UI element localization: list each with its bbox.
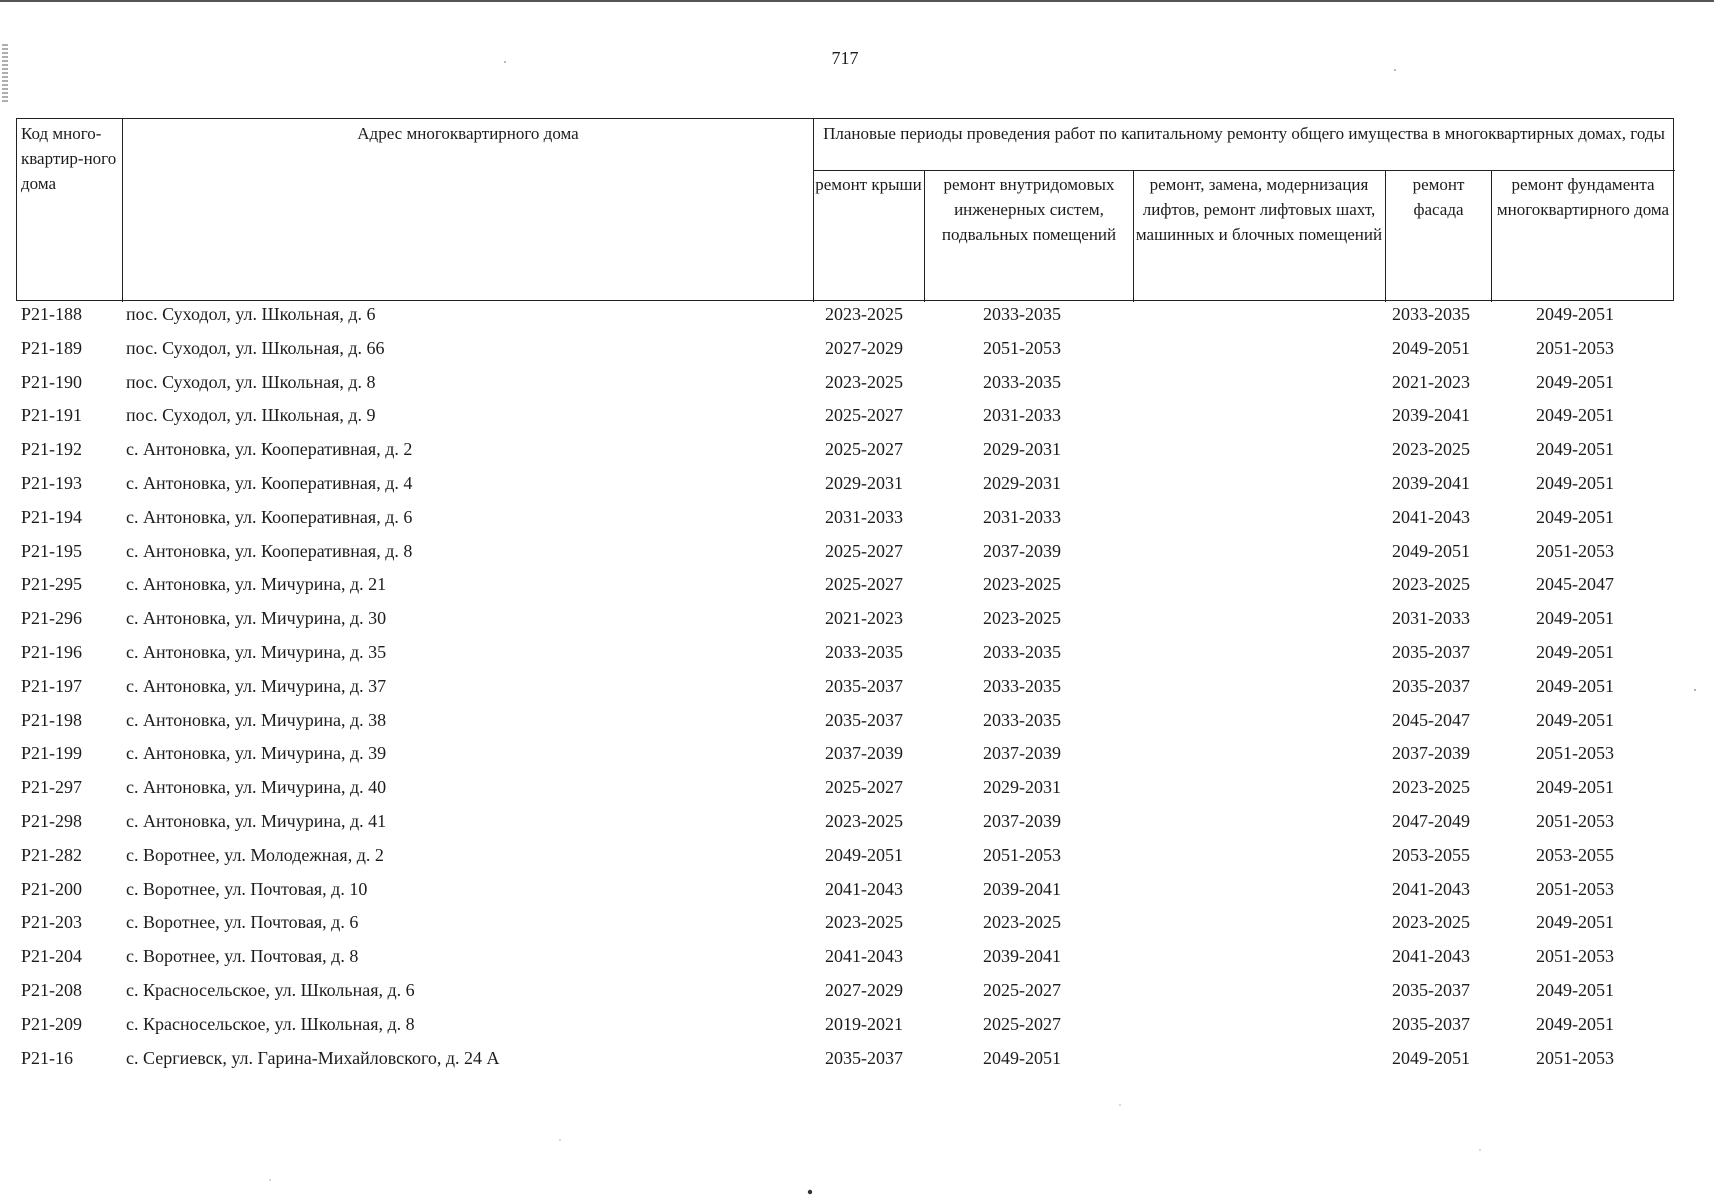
row-systems: 2033-2035 bbox=[983, 304, 1061, 324]
header-divider bbox=[813, 170, 1675, 171]
row-roof: 2025-2027 bbox=[825, 540, 903, 561]
row-systems: 2033-2035 bbox=[983, 642, 1061, 662]
row-address: с. Антоновка, ул. Мичурина, д. 38 bbox=[126, 709, 387, 730]
row-facade: 2035-2037 bbox=[1392, 675, 1470, 696]
row-foundation: 2049-2051 bbox=[1536, 642, 1614, 662]
row-roof: 2021-2023 bbox=[825, 608, 903, 629]
row-systems: 2033-2035 bbox=[983, 675, 1061, 696]
row-facade: 2049-2051 bbox=[1392, 337, 1470, 358]
row-systems: 2025-2027 bbox=[983, 1013, 1061, 1034]
row-foundation: 2049-2051 bbox=[1536, 405, 1614, 426]
row-foundation: 2049-2051 bbox=[1536, 304, 1614, 324]
row-address: с. Воротнее, ул. Почтовая, д. 10 bbox=[126, 878, 368, 899]
row-code: P21-196 bbox=[21, 642, 83, 662]
row-address: с. Антоновка, ул. Мичурина, д. 37 bbox=[126, 675, 387, 696]
row-code: P21-203 bbox=[21, 912, 83, 933]
row-address: с. Красносельское, ул. Школьная, д. 8 bbox=[126, 1013, 415, 1034]
header-divider bbox=[1133, 170, 1134, 302]
row-address: с. Антоновка, ул. Мичурина, д. 39 bbox=[126, 743, 387, 764]
row-foundation: 2049-2051 bbox=[1536, 608, 1614, 629]
row-code: P21-298 bbox=[21, 811, 83, 831]
row-code: P21-209 bbox=[21, 1013, 83, 1034]
table-row bbox=[0, 872, 1714, 906]
row-systems: 2037-2039 bbox=[983, 540, 1061, 561]
row-systems: 2039-2041 bbox=[983, 946, 1061, 967]
row-address: с. Воротнее, ул. Молодежная, д. 2 bbox=[126, 844, 384, 865]
row-systems: 2031-2033 bbox=[983, 506, 1061, 527]
row-facade: 2049-2051 bbox=[1392, 540, 1470, 561]
row-foundation: 2049-2051 bbox=[1536, 980, 1614, 1000]
table-row bbox=[0, 432, 1714, 466]
row-foundation: 2051-2053 bbox=[1536, 946, 1614, 967]
row-address: с. Антоновка, ул. Мичурина, д. 35 bbox=[126, 642, 387, 662]
row-code: P21-197 bbox=[21, 675, 83, 696]
row-facade: 2047-2049 bbox=[1392, 811, 1470, 831]
row-roof: 2037-2039 bbox=[825, 743, 903, 764]
row-systems: 2033-2035 bbox=[983, 709, 1061, 730]
row-roof: 2029-2031 bbox=[825, 473, 903, 493]
table-row bbox=[0, 736, 1714, 770]
row-foundation: 2053-2055 bbox=[1536, 844, 1614, 865]
row-roof: 2019-2021 bbox=[825, 1013, 903, 1034]
row-address: с. Антоновка, ул. Кооперативная, д. 6 bbox=[126, 506, 413, 527]
row-facade: 2035-2037 bbox=[1392, 1013, 1470, 1034]
page-number: 717 bbox=[831, 48, 859, 68]
row-foundation: 2051-2053 bbox=[1536, 743, 1614, 764]
row-systems: 2025-2027 bbox=[983, 980, 1061, 1000]
row-facade: 2041-2043 bbox=[1392, 506, 1470, 527]
header-address: Адрес многоквартирного дома bbox=[357, 124, 579, 143]
row-address: с. Воротнее, ул. Почтовая, д. 8 bbox=[126, 946, 359, 967]
table-row bbox=[0, 838, 1714, 872]
row-roof: 2035-2037 bbox=[825, 709, 903, 730]
table-row bbox=[0, 466, 1714, 500]
table-row bbox=[0, 365, 1714, 399]
row-roof: 2049-2051 bbox=[825, 844, 903, 865]
row-systems: 2029-2031 bbox=[983, 777, 1061, 798]
row-roof: 2023-2025 bbox=[825, 371, 903, 392]
row-code: P21-193 bbox=[21, 473, 83, 493]
row-address: с. Антоновка, ул. Мичурина, д. 30 bbox=[126, 608, 387, 629]
row-foundation: 2045-2047 bbox=[1536, 574, 1614, 595]
row-code: P21-189 bbox=[21, 337, 83, 358]
row-facade: 2037-2039 bbox=[1392, 743, 1470, 764]
row-code: P21-190 bbox=[21, 371, 83, 392]
row-code: P21-296 bbox=[21, 608, 83, 629]
row-foundation: 2049-2051 bbox=[1536, 675, 1614, 696]
row-systems: 2037-2039 bbox=[983, 743, 1061, 764]
table-row bbox=[0, 770, 1714, 804]
header-code: Код много-квартир-ного дома bbox=[21, 124, 117, 193]
row-systems: 2023-2025 bbox=[983, 574, 1061, 595]
table-row bbox=[0, 804, 1714, 838]
row-address: пос. Суходол, ул. Школьная, д. 6 bbox=[126, 304, 376, 324]
header-systems: ремонт внутридомовых инженерных систем, подвальных помещений bbox=[941, 175, 1117, 244]
row-facade: 2023-2025 bbox=[1392, 439, 1470, 460]
header-facade: ремонт фасада bbox=[1412, 175, 1465, 219]
row-facade: 2031-2033 bbox=[1392, 608, 1470, 629]
table-row bbox=[0, 905, 1714, 939]
row-code: P21-200 bbox=[21, 878, 83, 899]
row-foundation: 2051-2053 bbox=[1536, 540, 1614, 561]
row-facade: 2023-2025 bbox=[1392, 912, 1470, 933]
row-roof: 2031-2033 bbox=[825, 506, 903, 527]
row-roof: 2035-2037 bbox=[825, 1047, 903, 1068]
row-facade: 2033-2035 bbox=[1392, 304, 1470, 324]
row-facade: 2053-2055 bbox=[1392, 844, 1470, 865]
table-row bbox=[0, 703, 1714, 737]
row-systems: 2051-2053 bbox=[983, 337, 1061, 358]
top-border-line bbox=[0, 0, 1714, 2]
row-roof: 2041-2043 bbox=[825, 946, 903, 967]
row-foundation: 2049-2051 bbox=[1536, 439, 1614, 460]
table-row bbox=[0, 1007, 1714, 1041]
row-facade: 2023-2025 bbox=[1392, 777, 1470, 798]
row-code: P21-188 bbox=[21, 304, 83, 324]
row-code: P21-191 bbox=[21, 405, 83, 426]
row-address: с. Антоновка, ул. Кооперативная, д. 2 bbox=[126, 439, 413, 460]
row-systems: 2029-2031 bbox=[983, 473, 1061, 493]
table-row bbox=[0, 297, 1714, 331]
table-row bbox=[0, 567, 1714, 601]
header-divider bbox=[924, 170, 925, 302]
row-roof: 2033-2035 bbox=[825, 642, 903, 662]
header-divider bbox=[813, 119, 814, 302]
row-facade: 2041-2043 bbox=[1392, 878, 1470, 899]
table-row bbox=[0, 601, 1714, 635]
table-row bbox=[0, 534, 1714, 568]
table-row bbox=[0, 939, 1714, 973]
row-roof: 2025-2027 bbox=[825, 405, 903, 426]
row-code: P21-16 bbox=[21, 1047, 74, 1068]
table-row bbox=[0, 635, 1714, 669]
row-roof: 2035-2037 bbox=[825, 675, 903, 696]
table-row bbox=[0, 669, 1714, 703]
row-facade: 2023-2025 bbox=[1392, 574, 1470, 595]
row-facade: 2039-2041 bbox=[1392, 405, 1470, 426]
row-code: P21-295 bbox=[21, 574, 83, 595]
header-foundation: ремонт фундамента многоквартирного дома bbox=[1496, 175, 1670, 219]
row-foundation: 2051-2053 bbox=[1536, 1047, 1614, 1068]
row-systems: 2023-2025 bbox=[983, 912, 1061, 933]
row-roof: 2025-2027 bbox=[825, 574, 903, 595]
row-foundation: 2051-2053 bbox=[1536, 337, 1614, 358]
row-address: с. Сергиевск, ул. Гарина-Михайловского, д. 24 А bbox=[126, 1047, 500, 1068]
table-row bbox=[0, 973, 1714, 1007]
row-foundation: 2051-2053 bbox=[1536, 811, 1614, 831]
row-roof: 2027-2029 bbox=[825, 980, 903, 1000]
row-address: с. Красносельское, ул. Школьная, д. 6 bbox=[126, 980, 415, 1000]
row-systems: 2051-2053 bbox=[983, 844, 1061, 865]
table-row bbox=[0, 398, 1714, 432]
row-code: P21-282 bbox=[21, 844, 83, 865]
row-address: с. Антоновка, ул. Кооперативная, д. 8 bbox=[126, 540, 413, 561]
row-facade: 2035-2037 bbox=[1392, 980, 1470, 1000]
header-divider bbox=[122, 119, 123, 302]
row-code: P21-199 bbox=[21, 743, 83, 764]
row-address: с. Антоновка, ул. Мичурина, д. 41 bbox=[126, 811, 387, 831]
row-foundation: 2049-2051 bbox=[1536, 709, 1614, 730]
row-address: с. Антоновка, ул. Мичурина, д. 21 bbox=[126, 574, 387, 595]
row-facade: 2039-2041 bbox=[1392, 473, 1470, 493]
row-roof: 2023-2025 bbox=[825, 304, 903, 324]
row-systems: 2037-2039 bbox=[983, 811, 1061, 831]
row-facade: 2035-2037 bbox=[1392, 642, 1470, 662]
row-roof: 2023-2025 bbox=[825, 912, 903, 933]
row-code: P21-192 bbox=[21, 439, 83, 460]
row-systems: 2031-2033 bbox=[983, 405, 1061, 426]
row-code: P21-195 bbox=[21, 540, 83, 561]
header-lifts: ремонт, замена, модернизация лифтов, ремонт лифтовых шахт, машинных и блочных помещений bbox=[1135, 175, 1383, 244]
row-roof: 2023-2025 bbox=[825, 811, 903, 831]
row-systems: 2029-2031 bbox=[983, 439, 1061, 460]
row-roof: 2025-2027 bbox=[825, 439, 903, 460]
row-foundation: 2049-2051 bbox=[1536, 473, 1614, 493]
table-row bbox=[0, 1041, 1714, 1075]
row-foundation: 2049-2051 bbox=[1536, 506, 1614, 527]
row-foundation: 2049-2051 bbox=[1536, 777, 1614, 798]
table-row bbox=[0, 500, 1714, 534]
row-roof: 2041-2043 bbox=[825, 878, 903, 899]
row-systems: 2033-2035 bbox=[983, 371, 1061, 392]
row-code: P21-297 bbox=[21, 777, 83, 798]
table-row bbox=[0, 331, 1714, 365]
row-systems: 2049-2051 bbox=[983, 1047, 1061, 1068]
row-systems: 2039-2041 bbox=[983, 878, 1061, 899]
row-foundation: 2049-2051 bbox=[1536, 371, 1614, 392]
row-address: пос. Суходол, ул. Школьная, д. 8 bbox=[126, 371, 376, 392]
row-code: P21-204 bbox=[21, 946, 83, 967]
row-code: P21-198 bbox=[21, 709, 83, 730]
row-address: с. Антоновка, ул. Мичурина, д. 40 bbox=[126, 777, 387, 798]
row-foundation: 2051-2053 bbox=[1536, 878, 1614, 899]
header-roof: ремонт крыши bbox=[815, 175, 922, 194]
row-code: P21-194 bbox=[21, 506, 83, 527]
row-facade: 2045-2047 bbox=[1392, 709, 1470, 730]
row-roof: 2025-2027 bbox=[825, 777, 903, 798]
row-foundation: 2049-2051 bbox=[1536, 1013, 1614, 1034]
row-roof: 2027-2029 bbox=[825, 337, 903, 358]
row-address: пос. Суходол, ул. Школьная, д. 9 bbox=[126, 405, 376, 426]
row-address: с. Воротнее, ул. Почтовая, д. 6 bbox=[126, 912, 359, 933]
row-code: P21-208 bbox=[21, 980, 83, 1000]
row-foundation: 2049-2051 bbox=[1536, 912, 1614, 933]
row-address: пос. Суходол, ул. Школьная, д. 66 bbox=[126, 337, 385, 358]
row-facade: 2041-2043 bbox=[1392, 946, 1470, 967]
table-header bbox=[16, 118, 1674, 301]
row-facade: 2049-2051 bbox=[1392, 1047, 1470, 1068]
header-periods: Плановые периоды проведения работ по капитальному ремонту общего имущества в многоквартирных домах, годы bbox=[823, 124, 1665, 143]
row-facade: 2021-2023 bbox=[1392, 371, 1470, 392]
row-systems: 2023-2025 bbox=[983, 608, 1061, 629]
row-address: с. Антоновка, ул. Кооперативная, д. 4 bbox=[126, 473, 413, 493]
